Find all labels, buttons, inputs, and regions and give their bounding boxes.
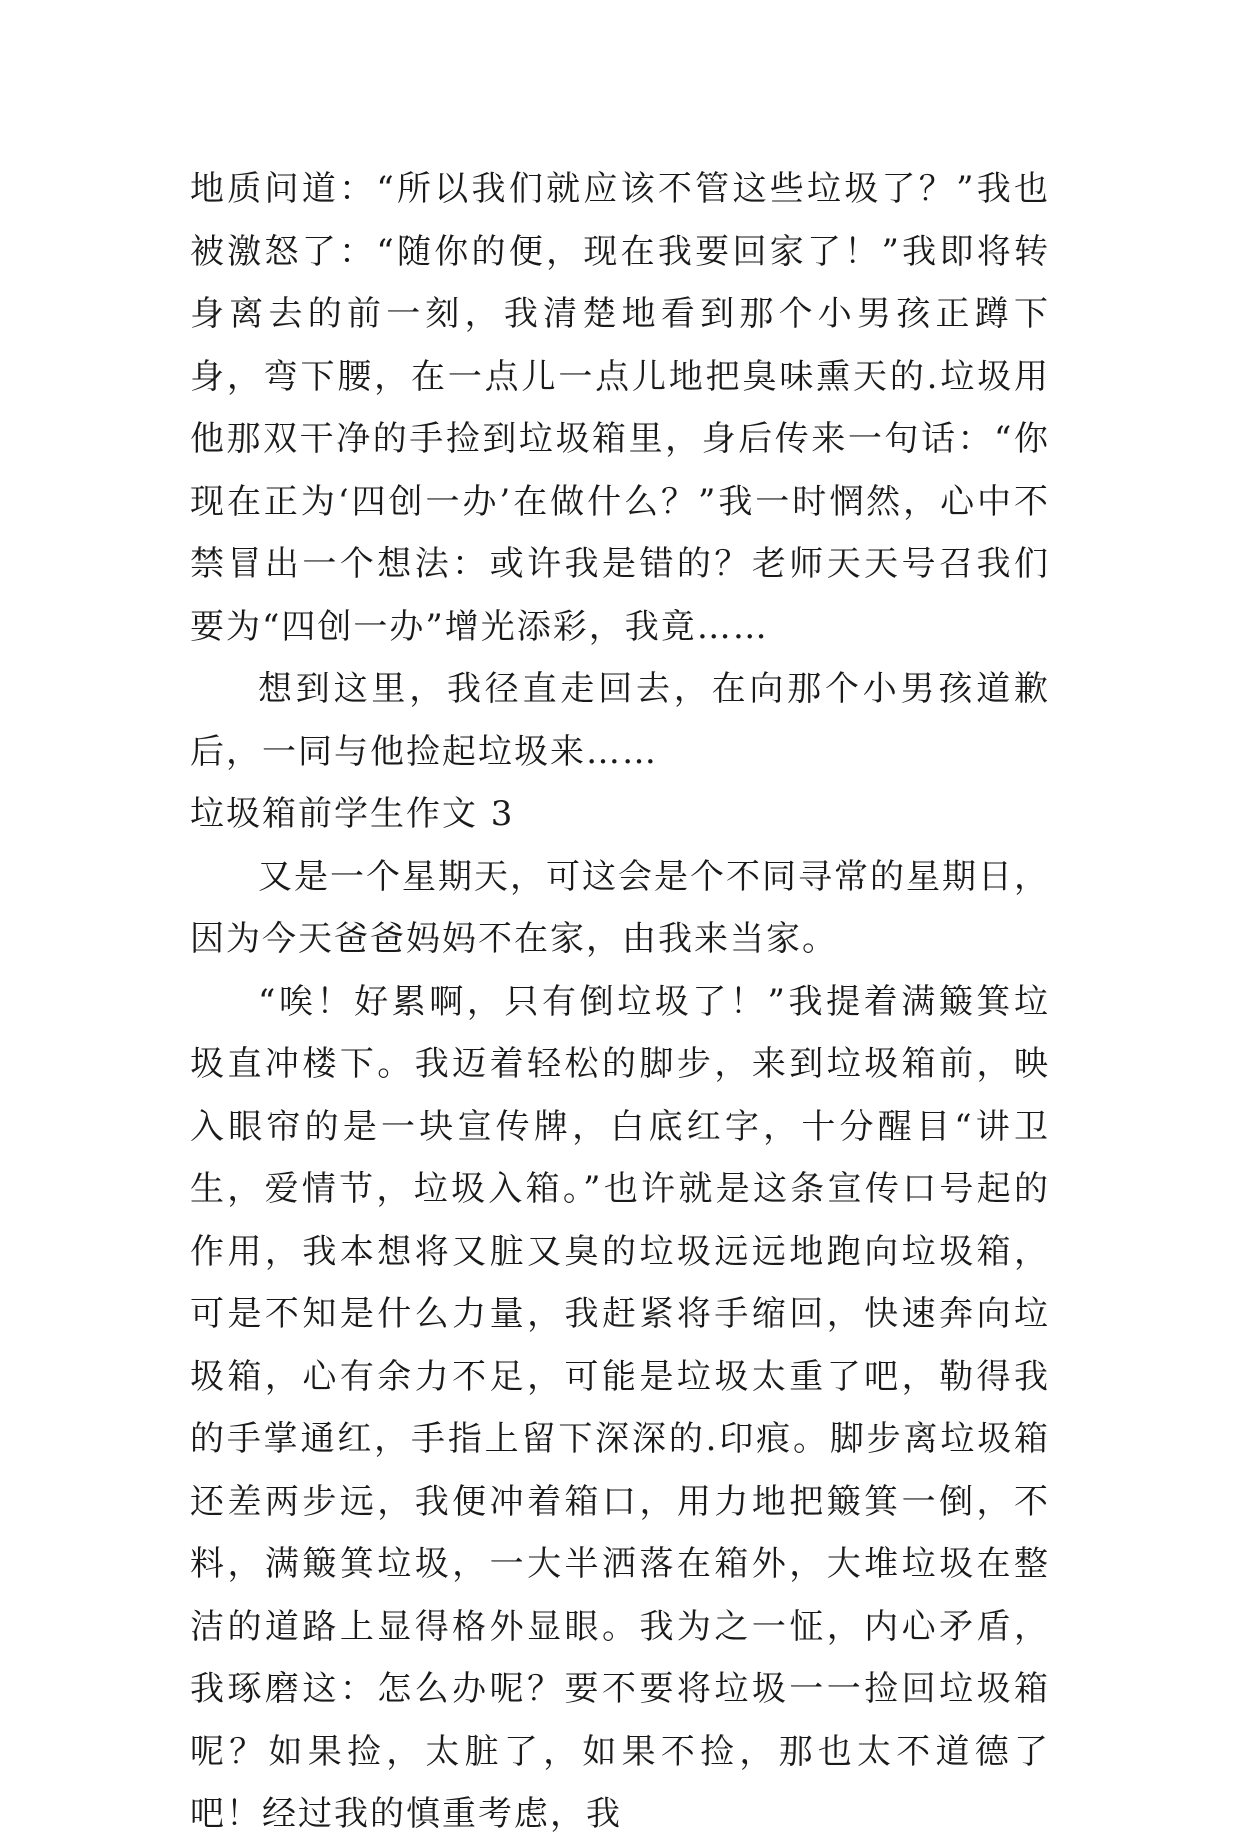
document-page	[190, 158, 1050, 1846]
paragraph: “唉！好累啊，只有倒垃圾了！”我提着满簸箕垃圾直冲楼下。我迈着轻松的脚步，来到垃圾箱前，映入眼帘的是一块宣传牌，白底红字，十分醒目“讲卫生，爱情节，垃圾入箱。”也许就是这条宣传口号起的作用，我本想将又脏又臭的垃圾远远地跑向垃圾箱，可是不知是什么力量，我赶紧将手缩回，快速奔向垃圾箱，心有余力不足，可能是垃圾太重了吧，勒得我的手掌通红，手指上留下深深的.印痕。脚步离垃圾箱还差两步远，我便冲着箱口，用力地把簸箕一倒，不料，满簸箕垃圾，一大半洒落在箱外，大堆垃圾在整洁的道路上显得格外显眼。我为之一怔，内心矛盾，我琢磨这：怎么办呢？要不要将垃圾一一捡回垃圾箱呢？如果捡，太脏了，如果不捡，那也太不道德了吧！经过我的慎重考虑，我	[190, 981, 1050, 1834]
paragraph-continuation: 地质问道：“所以我们就应该不管这些垃圾了？”我也被激怒了：“随你的便，现在我要回家了！”我即将转身离去的前一刻，我清楚地看到那个小男孩正蹲下身，弯下腰，在一点儿一点儿地把臭味熏天的.垃圾用他那双干净的手捡到垃圾箱里，身后传来一句话：“你现在正为‘四创一办’在做什么？”我一时惘然，心中不禁冒出一个想法：或许我是错的？老师天天号召我们要为“四创一办”增光添彩，我竟……	[190, 169, 1050, 647]
paragraph: 想到这里，我径直走回去，在向那个小男孩道歉后，一同与他捡起垃圾来……	[190, 669, 1050, 772]
paragraph: 又是一个星期天，可这会是个不同寻常的星期日，因为今天爸爸妈妈不在家，由我来当家。	[190, 856, 1050, 959]
section-title: 垃圾箱前学生作文 3	[190, 794, 515, 834]
